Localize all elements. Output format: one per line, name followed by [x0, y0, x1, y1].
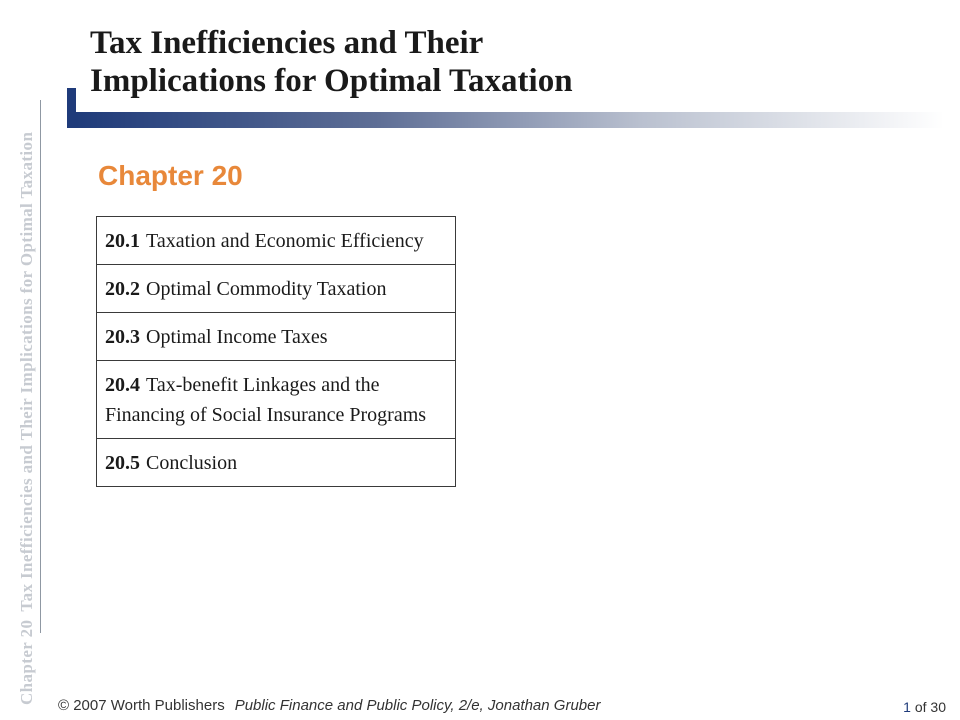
- side-chapter-number: Chapter 20: [17, 619, 36, 705]
- toc-item-number: 20.2: [105, 278, 140, 300]
- slide-title: [90, 24, 930, 100]
- toc-item-text: Tax-benefit Linkages and the Financing of Social Insurance Programs: [105, 374, 427, 426]
- page-total: of 30: [914, 699, 946, 715]
- toc-item-20-2[interactable]: [97, 265, 455, 313]
- footer-book-title: Public Finance and Public Policy, 2/e, Jonathan Gruber: [234, 697, 601, 714]
- footer: [58, 697, 600, 714]
- title-gradient-bar: [76, 112, 944, 128]
- toc-item-20-1[interactable]: [97, 217, 455, 265]
- toc-item-20-3[interactable]: [97, 313, 455, 361]
- table-of-contents: [96, 216, 456, 487]
- toc-item-20-5[interactable]: [97, 439, 455, 486]
- toc-item-number: 20.4: [105, 374, 140, 396]
- chapter-heading: Chapter 20: [98, 160, 243, 191]
- slide-title-line-2: Implications for Optimal Taxation: [90, 63, 573, 99]
- toc-item-text: Optimal Income Taxes: [146, 326, 328, 348]
- toc-item-text: Taxation and Economic Efficiency: [146, 230, 424, 252]
- toc-item-number: 20.5: [105, 452, 140, 474]
- page-current: 1: [903, 699, 911, 715]
- side-chapter-title: Tax Inefficiencies and Their Implications for Optimal Taxation: [17, 131, 36, 612]
- side-chapter-label: [10, 0, 44, 705]
- footer-copyright: © 2007 Worth Publishers: [58, 697, 225, 714]
- side-divider: [40, 100, 41, 633]
- toc-item-number: 20.3: [105, 326, 140, 348]
- toc-item-text: Optimal Commodity Taxation: [146, 278, 387, 300]
- toc-item-20-4[interactable]: [97, 361, 455, 439]
- toc-item-number: 20.1: [105, 230, 140, 252]
- toc-item-text: Conclusion: [146, 452, 238, 474]
- slide-title-line-1: Tax Inefficiencies and Their: [90, 25, 484, 61]
- title-accent-bar: [67, 88, 76, 128]
- page-number: [903, 699, 946, 715]
